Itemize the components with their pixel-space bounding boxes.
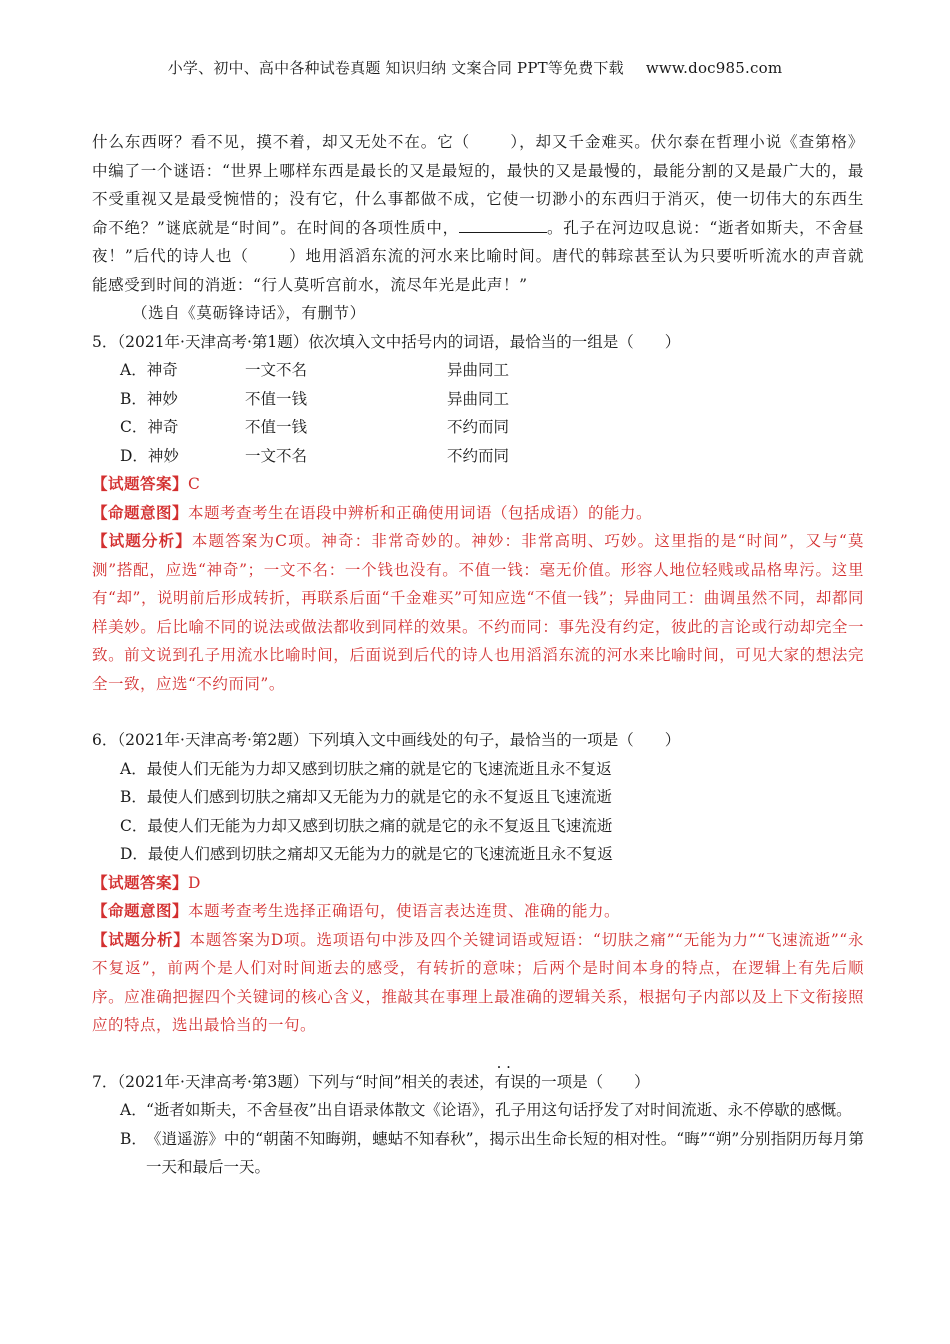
reading-passage <box>92 128 864 299</box>
q6-option-b: B．最使人们感到切肤之痛却又无能为力的就是它的永不复返且飞速流逝 <box>120 788 612 806</box>
passage-text-1: 什么东西呀？看不见，摸不着，却又无处不在。它（ <box>92 133 471 151</box>
passage-text-4: ）地用滔滔东流的河水来比喻时间。唐代的韩琮甚至认为只要听听流水的声音就能感受到时间的消逝：“行人莫听宫前水，流尽年光是此声！” <box>92 247 864 294</box>
q6-option-a: A．最使人们无能为力却又感到切肤之痛的就是它的飞速流逝且永不复返 <box>120 759 612 778</box>
q7-option-a: A． “逝者如斯夫，不舍昼夜”出自语录体散文《论语》，孔子用这句话抒发了对时间流逝、永不停歇的感慨。 <box>120 1101 852 1119</box>
question-7-stem: 7．（2021年·天津高考·第3题）下列与“时间”相关的表述，· · 有误的一项是（ ） <box>92 1068 864 1097</box>
passage-text-3: 。孔子在河边叹息说：“逝者如斯夫，不舍昼夜！”后代的诗人也（ <box>92 218 864 265</box>
header-url[interactable]: www.doc985.com <box>645 59 783 77</box>
q5-answer: 【试题答案】C <box>92 474 201 493</box>
q5-option-c: C．神奇 不值一钱 不约而同 <box>120 418 510 436</box>
spacer <box>92 1040 864 1068</box>
q7-option-b: B． 《逍遥游》中的“朝菌不知晦朔，蟪蛄不知春秋”，揭示出生命长短的相对性。“晦”“朔”分别指阴历每月第一天和最后一天。 <box>120 1129 864 1176</box>
passage-source: （选自《莫砺锋诗话》，有删节） <box>132 304 366 322</box>
q6-option-c: C．最使人们无能为力却又感到切肤之痛的就是它的永不复返且飞速流逝 <box>120 816 613 835</box>
q5-option-a: A．神奇 一文不名 异曲同工 <box>120 361 510 379</box>
spacer <box>92 698 864 726</box>
underline-blank <box>459 218 547 233</box>
document-body <box>92 128 864 1182</box>
question-5-stem: 5．（2021年·天津高考·第1题）依次填入文中括号内的词语，最恰当的一组是（ ） <box>92 332 681 351</box>
q5-option-b: B．神妙 不值一钱 异曲同工 <box>120 389 510 408</box>
q6-analysis: 【试题分析】本题答案为D项。选项语句中涉及四个关键词语或短语：“切肤之痛”“无能为力”“飞速流逝”“永不复返”，前两个是人们对时间逝去的感受，有转折的意味；后两个是时间本身的特点，在逻辑上有先后顺序。应准确把握四个关键词的核心含义，推敲其在事理上最准确的逻辑关系，根据句子内部以及上下文衔接照应的特点，选出最恰当的一句。 <box>92 929 864 1034</box>
page-header <box>0 57 950 78</box>
emphasis-dots: · · 有误 <box>495 1068 526 1097</box>
passage-text-2: ），却又千金难买。伏尔泰在哲理小说《查第格》中编了一个谜语：“世界上哪样东西是最长的又是最短的，最快的又是最慢的，最能分割的又是最广大的，最不受重视又是最受惋惜的；没有它，什么事都做不成，它使一切渺小的东西归于消灭，使一切伟大的东西生命不绝？”谜底就是“时间”。在时间的各项性质中， <box>92 133 864 237</box>
q5-intent: 【命题意图】本题考查考生在语段中辨析和正确使用词语（包括成语）的能力。 <box>92 502 653 522</box>
q6-option-d: D．最使人们感到切肤之痛却又无能为力的就是它的飞速流逝且永不复返 <box>120 845 613 863</box>
q5-option-d: D．神妙 一文不名 不约而同 <box>120 446 510 465</box>
q6-intent: 【命题意图】本题考查考生选择正确语句，使语言表达连贯、准确的能力。 <box>92 901 621 920</box>
q6-answer: 【试题答案】D <box>92 872 201 892</box>
q5-analysis: 【试题分析】本题答案为C项。神奇：非常奇妙的。神妙：非常高明、巧妙。这里指的是“时间”，又与“莫测”搭配，应选“神奇”；一文不名：一个钱也没有。不值一钱：毫无价值。形容人地位轻贱或品格卑污。这里有“却”，说明前后形成转折，再联系后面“千金难买”可知应选“不值一钱”；异曲同工：曲调虽然不同，却都同样美妙。后比喻不同的说法或做法都收到同样的效果。不约而同：事先没有约定，彼此的言论或行动却完全一致。前文说到孔子用流水比喻时间，后面说到后代的诗人也用滔滔东流的河水来比喻时间，可见大家的想法完全一致，应选“不约而同”。 <box>92 531 864 693</box>
header-text: 小学、初中、高中各种试卷真题 知识归纳 文案合同 PPT等免费下载 <box>167 59 624 77</box>
question-6-stem: 6．（2021年·天津高考·第2题）下列填入文中画线处的句子，最恰当的一项是（ ） <box>92 731 681 749</box>
